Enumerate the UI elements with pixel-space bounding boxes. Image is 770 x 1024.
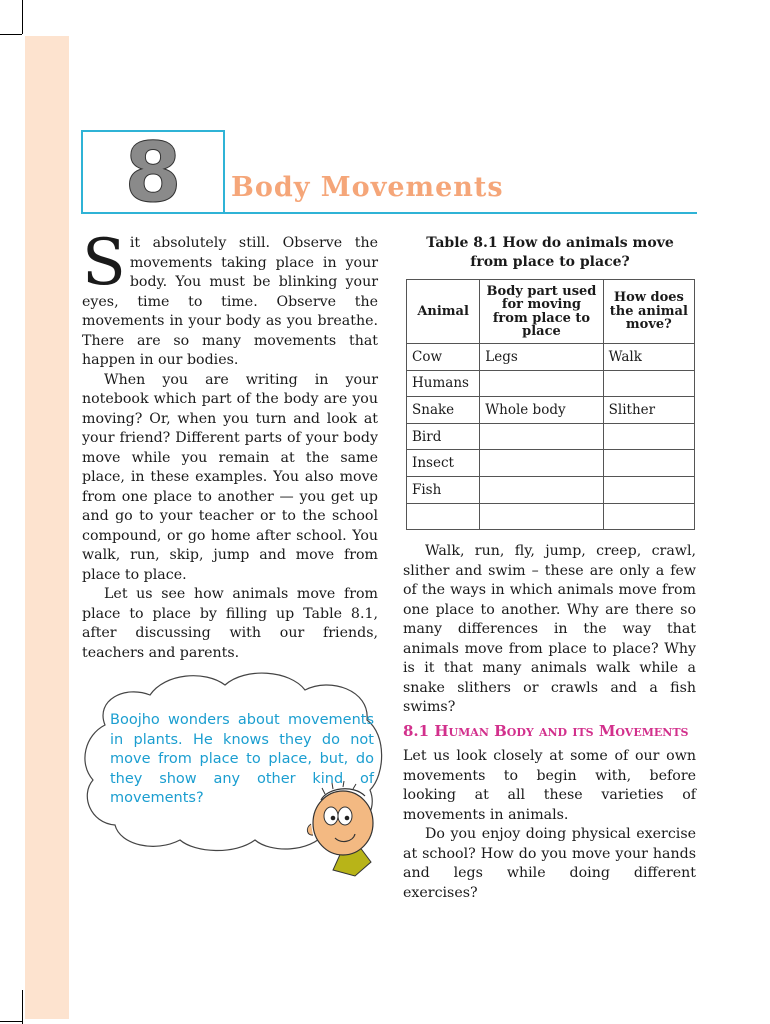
table-row xyxy=(407,344,695,371)
crop-mark xyxy=(0,34,22,35)
table-cell xyxy=(480,476,603,503)
right-text xyxy=(403,542,696,718)
section-title: Human Body and its Movements xyxy=(434,722,689,740)
boojho-character-illustration xyxy=(293,778,389,878)
table-cell: Walk xyxy=(603,344,694,371)
intro-paragraph-3: Let us see how animals move from place to place by filling up Table 8.1, after discussing with our friends, teachers and parents. xyxy=(82,586,378,661)
table-cell xyxy=(407,503,480,530)
table-header-movement: How does the animal move? xyxy=(603,280,694,344)
table-cell: Cow xyxy=(407,344,480,371)
table-caption xyxy=(405,234,695,272)
table-row xyxy=(407,397,695,424)
table-caption-line-2: from place to place? xyxy=(470,254,630,270)
table-cell: Whole body xyxy=(480,397,603,424)
table-cell: Bird xyxy=(407,423,480,450)
section-number: 8.1 xyxy=(403,722,430,740)
drop-cap: S xyxy=(82,226,126,300)
table-header-row xyxy=(407,280,695,344)
table-cell xyxy=(603,450,694,477)
table-row xyxy=(407,450,695,477)
table-row xyxy=(407,370,695,397)
table-cell xyxy=(480,423,603,450)
table-cell: Insect xyxy=(407,450,480,477)
table-row xyxy=(407,476,695,503)
table-cell: Fish xyxy=(407,476,480,503)
crop-mark xyxy=(0,1021,22,1022)
chapter-number-box xyxy=(81,126,225,221)
margin-band xyxy=(25,36,69,1019)
table-header-animal: Animal xyxy=(407,280,480,344)
chapter-number: 8 xyxy=(124,126,182,221)
table-cell xyxy=(603,370,694,397)
table-header-body-part: Body part used for moving from place to place xyxy=(480,280,603,344)
boojho-thought: Boojho wonders about movements in plants. He knows they do not move from place to place, but, do they show any other kind of movements? xyxy=(110,712,374,806)
intro-paragraph-2: When you are writing in your notebook which part of the body are you moving? Or, when you turn and look at your friend? Different parts of your body move while you remain at the same place, in these examples. You also move from one place to another — you get up and go to your teacher or to the school compound, or go home after school. You walk, run, skip, jump and move from place to place. xyxy=(82,371,378,583)
table-cell: Humans xyxy=(407,370,480,397)
animal-movement-table xyxy=(406,279,695,530)
table-cell xyxy=(480,370,603,397)
crop-mark xyxy=(22,990,23,1024)
section-heading xyxy=(403,722,688,740)
table-caption-line-1: Table 8.1 How do animals move xyxy=(426,235,674,251)
crop-mark xyxy=(22,0,23,34)
table-cell xyxy=(480,503,603,530)
right-paragraph-1: Walk, run, fly, jump, creep, crawl, slither and swim – these are only a few of the ways in which animals move from one place to another. Why are there so many differences in the way that animals move from place to place? Why is it that many animals walk while a snake slithers or crawls and a fish swims? xyxy=(403,543,696,715)
table-row xyxy=(407,503,695,530)
table-cell: Slither xyxy=(603,397,694,424)
intro-text xyxy=(82,226,378,663)
chapter-title: Body Movements xyxy=(231,172,504,203)
section-paragraph-2: Do you enjoy doing physical exercise at school? How do you move your hands and legs while doing different exercises? xyxy=(403,826,696,901)
section-text xyxy=(403,747,696,903)
table-row xyxy=(407,423,695,450)
intro-paragraph-1: it absolutely still. Observe the movements taking place in your body. You must be blinking your eyes, time to time. Observe the movements in your body as you breathe. There are so many movements that happen in our bodies. xyxy=(82,235,378,368)
table-cell xyxy=(603,423,694,450)
table-cell: Snake xyxy=(407,397,480,424)
table-cell xyxy=(603,476,694,503)
section-paragraph-1: Let us look closely at some of our own movements to begin with, before looking at all these varieties of movements in animals. xyxy=(403,748,696,823)
title-rule xyxy=(225,212,697,214)
table-cell: Legs xyxy=(480,344,603,371)
table-cell xyxy=(603,503,694,530)
table-cell xyxy=(480,450,603,477)
